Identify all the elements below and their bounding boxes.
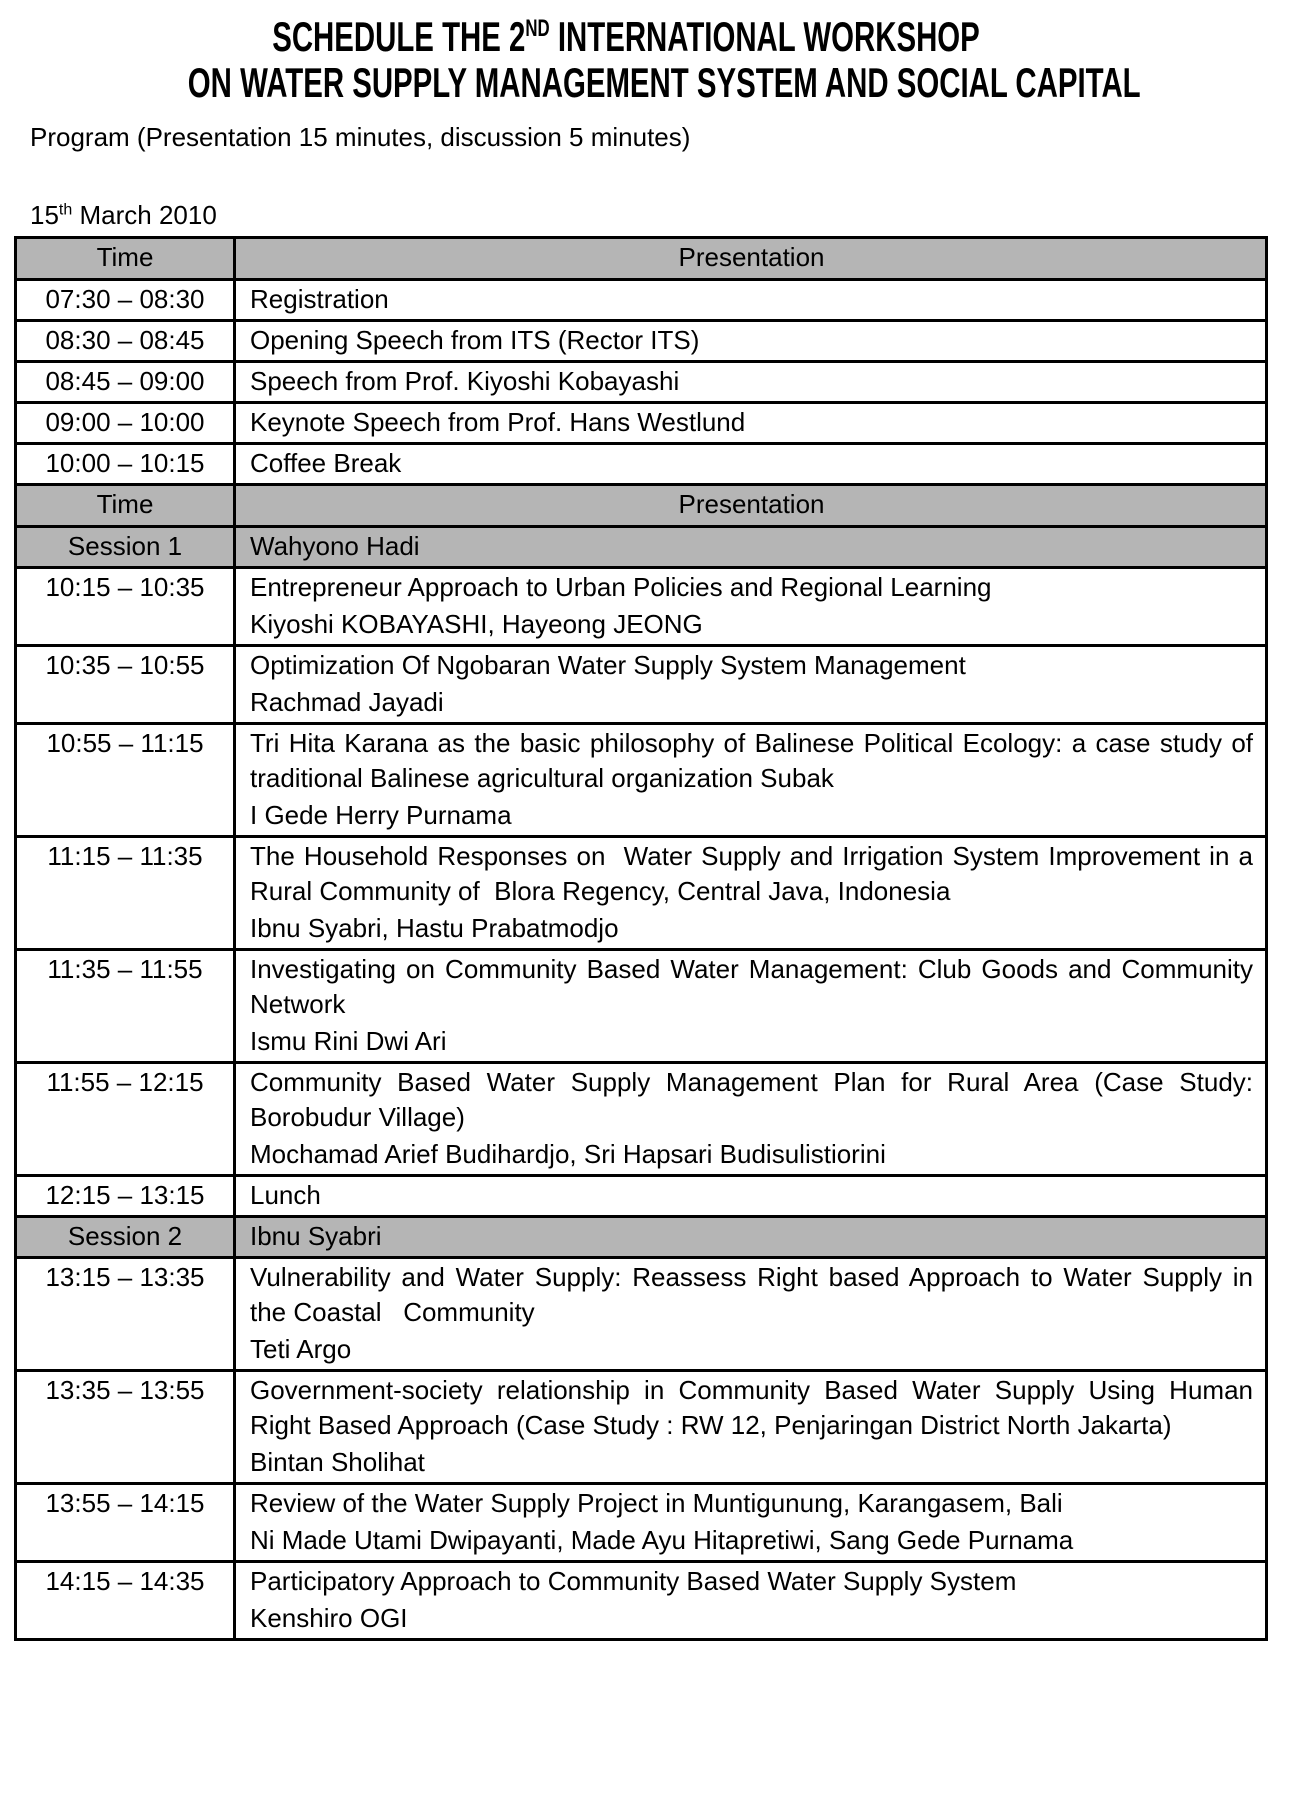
presentation-cell	[235, 444, 1267, 485]
presentation-title: Optimization Of Ngobaran Water Supply System Management	[250, 650, 966, 680]
title-line-1-prefix: SCHEDULE THE 2	[272, 13, 526, 60]
presentation-cell	[235, 1371, 1267, 1484]
program-note: Program (Presentation 15 minutes, discussion 5 minutes)	[30, 122, 691, 152]
table-row	[16, 1371, 1267, 1484]
presentation-cell	[235, 403, 1267, 444]
time-cell: 14:15 – 14:35	[16, 1562, 235, 1640]
session-chair-cell: Wahyono Hadi	[235, 527, 1267, 568]
table-row	[16, 837, 1267, 950]
presentation-authors: Kiyoshi KOBAYASHI, Hayeong JEONG	[250, 609, 703, 639]
presentation-cell	[235, 1063, 1267, 1176]
presentation-cell	[235, 724, 1267, 837]
time-cell: 10:00 – 10:15	[16, 444, 235, 485]
presentation-cell	[235, 646, 1267, 724]
table-header-row	[16, 485, 1267, 527]
time-cell: 13:35 – 13:55	[16, 1371, 235, 1484]
date-rest: March 2010	[72, 200, 217, 230]
presentation-title: Opening Speech from ITS (Rector ITS)	[250, 325, 700, 355]
title-line-1	[188, 14, 1064, 60]
time-column-header: Time	[16, 238, 235, 280]
table-row	[16, 1258, 1267, 1371]
time-cell: 09:00 – 10:00	[16, 403, 235, 444]
session-row	[16, 527, 1267, 568]
table-row	[16, 444, 1267, 485]
table-header-row	[16, 238, 1267, 280]
title-line-1-suffix: INTERNATIONAL WORKSHOP	[549, 13, 980, 60]
date-line	[30, 200, 1300, 230]
session-row	[16, 1217, 1267, 1258]
table-row	[16, 1562, 1267, 1640]
date-ordinal-superscript: th	[58, 201, 73, 219]
time-cell: 07:30 – 08:30	[16, 280, 235, 321]
table-row	[16, 362, 1267, 403]
presentation-title: Participatory Approach to Community Based Water Supply System	[250, 1566, 1017, 1596]
presentation-cell	[235, 321, 1267, 362]
table-row	[16, 1176, 1267, 1217]
table-row	[16, 403, 1267, 444]
title-line-2: ON WATER SUPPLY MANAGEMENT SYSTEM AND SOCIAL CAPITAL	[187, 59, 1141, 106]
title-ordinal-superscript: ND	[525, 15, 550, 42]
table-row	[16, 321, 1267, 362]
time-cell: 12:15 – 13:15	[16, 1176, 235, 1217]
presentation-authors: Kenshiro OGI	[250, 1603, 408, 1633]
document-title	[0, 14, 1252, 106]
presentation-column-header: Presentation	[235, 485, 1267, 527]
date-day: 15	[30, 200, 59, 230]
schedule-table	[14, 236, 1268, 1641]
presentation-cell	[235, 280, 1267, 321]
presentation-authors: Ismu Rini Dwi Ari	[250, 1026, 447, 1056]
schedule-table-body	[16, 238, 1267, 1640]
table-row	[16, 724, 1267, 837]
time-cell: 13:55 – 14:15	[16, 1484, 235, 1562]
table-row	[16, 280, 1267, 321]
time-cell: 10:55 – 11:15	[16, 724, 235, 837]
time-cell: 10:15 – 10:35	[16, 568, 235, 646]
time-cell: 10:35 – 10:55	[16, 646, 235, 724]
presentation-title: Vulnerability and Water Supply: Reassess Right based Approach to Water Supply in the Coastal Community	[250, 1262, 1253, 1327]
table-row	[16, 950, 1267, 1063]
presentation-authors: Ni Made Utami Dwipayanti, Made Ayu Hitapretiwi, Sang Gede Purnama	[250, 1525, 1074, 1555]
session-label-cell: Session 1	[16, 527, 235, 568]
presentation-title: Investigating on Community Based Water Management: Club Goods and Community Network	[250, 954, 1253, 1019]
presentation-authors: Teti Argo	[250, 1334, 352, 1364]
presentation-cell	[235, 1484, 1267, 1562]
presentation-title: The Household Responses on Water Supply and Irrigation System Improvement in a Rural Community of Blora Regency, Central Java, Indonesia	[250, 841, 1253, 906]
presentation-authors: Ibnu Syabri, Hastu Prabatmodjo	[250, 913, 619, 943]
time-cell: 08:45 – 09:00	[16, 362, 235, 403]
presentation-cell	[235, 568, 1267, 646]
presentation-authors: Rachmad Jayadi	[250, 687, 444, 717]
presentation-title: Tri Hita Karana as the basic philosophy of Balinese Political Ecology: a case study of traditional Balinese agricultural organization Subak	[250, 728, 1253, 793]
presentation-title: Coffee Break	[250, 448, 402, 478]
presentation-title: Registration	[250, 284, 389, 314]
presentation-title: Entrepreneur Approach to Urban Policies and Regional Learning	[250, 572, 992, 602]
time-cell: 11:15 – 11:35	[16, 837, 235, 950]
presentation-title: Review of the Water Supply Project in Muntigunung, Karangasem, Bali	[250, 1488, 1063, 1518]
presentation-cell	[235, 1562, 1267, 1640]
presentation-title: Lunch	[250, 1180, 321, 1210]
time-cell: 11:55 – 12:15	[16, 1063, 235, 1176]
presentation-cell	[235, 837, 1267, 950]
presentation-cell	[235, 1258, 1267, 1371]
table-row	[16, 1484, 1267, 1562]
presentation-title: Government-society relationship in Community Based Water Supply Using Human Right Based Approach (Case Study : RW 12, Penjaringan District North Jakarta)	[250, 1375, 1253, 1440]
presentation-title: Community Based Water Supply Management Plan for Rural Area (Case Study: Borobudur Village)	[250, 1067, 1253, 1132]
time-cell: 11:35 – 11:55	[16, 950, 235, 1063]
presentation-cell	[235, 950, 1267, 1063]
time-column-header: Time	[16, 485, 235, 527]
presentation-column-header: Presentation	[235, 238, 1267, 280]
presentation-authors: Bintan Sholihat	[250, 1447, 425, 1477]
presentation-title: Speech from Prof. Kiyoshi Kobayashi	[250, 366, 680, 396]
time-cell: 13:15 – 13:35	[16, 1258, 235, 1371]
time-cell: 08:30 – 08:45	[16, 321, 235, 362]
presentation-cell	[235, 362, 1267, 403]
presentation-authors: I Gede Herry Purnama	[250, 800, 512, 830]
table-row	[16, 646, 1267, 724]
presentation-cell	[235, 1176, 1267, 1217]
presentation-authors: Mochamad Arief Budihardjo, Sri Hapsari Budisulistiorini	[250, 1139, 886, 1169]
presentation-title: Keynote Speech from Prof. Hans Westlund	[250, 407, 746, 437]
table-row	[16, 1063, 1267, 1176]
session-chair-cell: Ibnu Syabri	[235, 1217, 1267, 1258]
session-label-cell: Session 2	[16, 1217, 235, 1258]
table-row	[16, 568, 1267, 646]
